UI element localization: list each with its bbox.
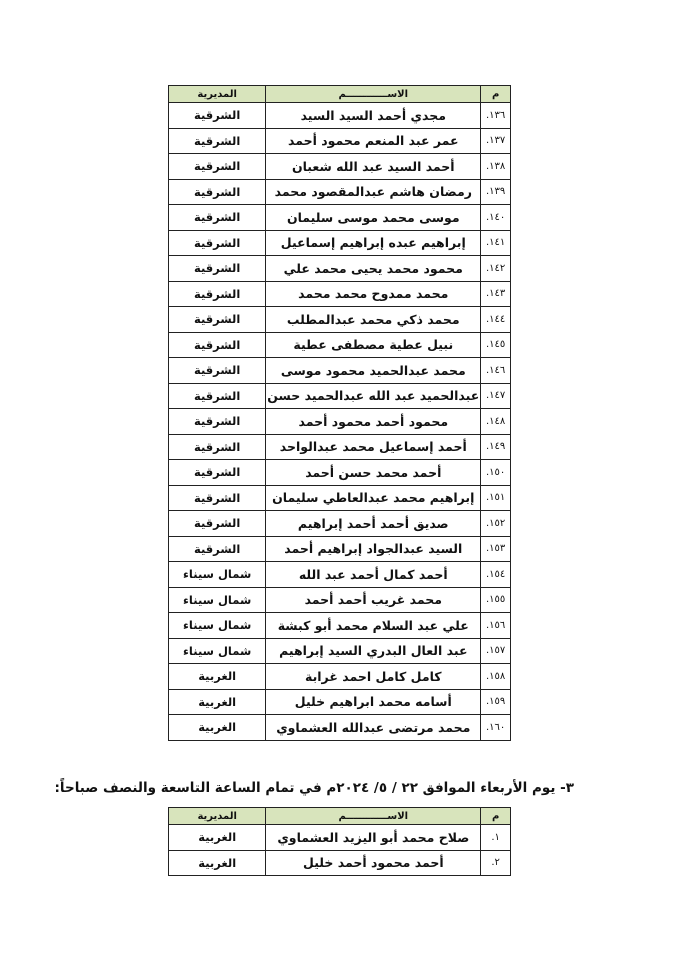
directorate-name: الشرقية <box>169 154 266 180</box>
person-name: أحمد محمد حسن أحمد <box>266 460 481 486</box>
table-row <box>169 850 511 876</box>
header-name: الاســــــــــــم <box>266 808 481 825</box>
directorate-name: الشرقية <box>169 281 266 307</box>
directorate-name: الشرقية <box>169 485 266 511</box>
row-number: ١٤١. <box>481 230 511 256</box>
person-name: إبراهيم محمد عبدالعاطي سليمان <box>266 485 481 511</box>
header-number: م <box>481 808 511 825</box>
directorate-name: الشرقية <box>169 358 266 384</box>
table-row <box>169 154 511 180</box>
table-row <box>169 332 511 358</box>
table-row <box>169 664 511 690</box>
table-row <box>169 281 511 307</box>
row-number: ١٤٠. <box>481 205 511 231</box>
table-row <box>169 587 511 613</box>
person-name: أسامه محمد ابراهيم خليل <box>266 689 481 715</box>
row-number: ١٥٦. <box>481 613 511 639</box>
table-row <box>169 205 511 231</box>
person-name: محمود محمد يحيى محمد علي <box>266 256 481 282</box>
directorate-name: الغربية <box>169 664 266 690</box>
table-row <box>169 536 511 562</box>
person-name: محمد مرتضى عبدالله العشماوي <box>266 715 481 741</box>
directorate-name: الشرقية <box>169 434 266 460</box>
person-name: أحمد السيد عبد الله شعبان <box>266 154 481 180</box>
person-name: رمضان هاشم عبدالمقصود محمد <box>266 179 481 205</box>
directorate-name: الشرقية <box>169 536 266 562</box>
row-number: ١٦٠. <box>481 715 511 741</box>
table-row <box>169 689 511 715</box>
row-number: ١٤٨. <box>481 409 511 435</box>
table-header-row <box>169 808 511 825</box>
table-row <box>169 613 511 639</box>
person-name: صلاح محمد أبو اليزيد العشماوي <box>266 825 481 851</box>
directorate-name: الشرقية <box>169 511 266 537</box>
directorate-name: الغربية <box>169 689 266 715</box>
row-number: ١٥٣. <box>481 536 511 562</box>
person-name: السيد عبدالجواد إبراهيم أحمد <box>266 536 481 562</box>
directorate-name: الشرقية <box>169 307 266 333</box>
directorate-name: الشرقية <box>169 460 266 486</box>
header-directorate: المديرية <box>169 808 266 825</box>
directorate-name: الشرقية <box>169 383 266 409</box>
person-name: إبراهيم عبده إبراهيم إسماعيل <box>266 230 481 256</box>
directorate-name: الشرقية <box>169 230 266 256</box>
table-row <box>169 460 511 486</box>
directorate-name: الشرقية <box>169 409 266 435</box>
directorate-name: شمال سيناء <box>169 613 266 639</box>
candidates-table-2 <box>168 807 511 876</box>
table-row <box>169 434 511 460</box>
table-row <box>169 179 511 205</box>
candidates-table-1 <box>168 85 511 741</box>
person-name: مجدي أحمد السيد السيد <box>266 103 481 129</box>
person-name: محمد ممدوح محمد محمد <box>266 281 481 307</box>
person-name: محمد ذكي محمد عبدالمطلب <box>266 307 481 333</box>
row-number: ١٣٧. <box>481 128 511 154</box>
person-name: علي عبد السلام محمد أبو كبشة <box>266 613 481 639</box>
table-row <box>169 511 511 537</box>
directorate-name: الغربية <box>169 825 266 851</box>
person-name: صديق أحمد أحمد إبراهيم <box>266 511 481 537</box>
person-name: محمد عبدالحميد محمود موسى <box>266 358 481 384</box>
table-row <box>169 383 511 409</box>
table-row <box>169 103 511 129</box>
row-number: ١٥١. <box>481 485 511 511</box>
directorate-name: شمال سيناء <box>169 562 266 588</box>
directorate-name: الغربية <box>169 715 266 741</box>
person-name: عبدالحميد عبد الله عبدالحميد حسن <box>266 383 481 409</box>
row-number: ٢. <box>481 850 511 876</box>
header-directorate: المديرية <box>169 86 266 103</box>
directorate-name: الشرقية <box>169 332 266 358</box>
person-name: عبد العال البدري السيد إبراهيم <box>266 638 481 664</box>
person-name: محمود أحمد محمود أحمد <box>266 409 481 435</box>
row-number: ١٤٤. <box>481 307 511 333</box>
table-row <box>169 638 511 664</box>
person-name: أحمد محمود أحمد خليل <box>266 850 481 876</box>
table-header-row <box>169 86 511 103</box>
person-name: محمد غريب أحمد أحمد <box>266 587 481 613</box>
row-number: ١٣٨. <box>481 154 511 180</box>
row-number: ١٥٩. <box>481 689 511 715</box>
row-number: ١٥٨. <box>481 664 511 690</box>
person-name: كامل كامل احمد غرابة <box>266 664 481 690</box>
table-row <box>169 409 511 435</box>
row-number: ١٣٩. <box>481 179 511 205</box>
table-row <box>169 562 511 588</box>
table-row <box>169 256 511 282</box>
table-row <box>169 358 511 384</box>
row-number: ١٥٠. <box>481 460 511 486</box>
table-row <box>169 230 511 256</box>
directorate-name: الشرقية <box>169 205 266 231</box>
person-name: عمر عبد المنعم محمود أحمد <box>266 128 481 154</box>
row-number: ١٥٧. <box>481 638 511 664</box>
directorate-name: الشرقية <box>169 256 266 282</box>
person-name: نبيل عطية مصطفى عطية <box>266 332 481 358</box>
header-name: الاســــــــــــم <box>266 86 481 103</box>
directorate-name: شمال سيناء <box>169 587 266 613</box>
table-row <box>169 128 511 154</box>
person-name: أحمد كمال أحمد عبد الله <box>266 562 481 588</box>
directorate-name: الشرقية <box>169 103 266 129</box>
person-name: أحمد إسماعيل محمد عبدالواحد <box>266 434 481 460</box>
section-heading: ٣- يوم الأربعاء الموافق ٢٢ / ٥/ ٢٠٢٤م في تمام الساعة التاسعة والنصف صباحاً: <box>54 780 574 796</box>
directorate-name: الشرقية <box>169 179 266 205</box>
table-row <box>169 485 511 511</box>
row-number: ١٤٧. <box>481 383 511 409</box>
row-number: ١٥٥. <box>481 587 511 613</box>
directorate-name: الشرقية <box>169 128 266 154</box>
row-number: ١٤٢. <box>481 256 511 282</box>
row-number: ١٤٦. <box>481 358 511 384</box>
person-name: موسى محمد موسى سليمان <box>266 205 481 231</box>
row-number: ١. <box>481 825 511 851</box>
row-number: ١٥٤. <box>481 562 511 588</box>
directorate-name: شمال سيناء <box>169 638 266 664</box>
row-number: ١٤٣. <box>481 281 511 307</box>
row-number: ١٤٥. <box>481 332 511 358</box>
directorate-name: الغربية <box>169 850 266 876</box>
row-number: ١٥٢. <box>481 511 511 537</box>
row-number: ١٣٦. <box>481 103 511 129</box>
table-row <box>169 715 511 741</box>
header-number: م <box>481 86 511 103</box>
row-number: ١٤٩. <box>481 434 511 460</box>
table-row <box>169 307 511 333</box>
table-row <box>169 825 511 851</box>
